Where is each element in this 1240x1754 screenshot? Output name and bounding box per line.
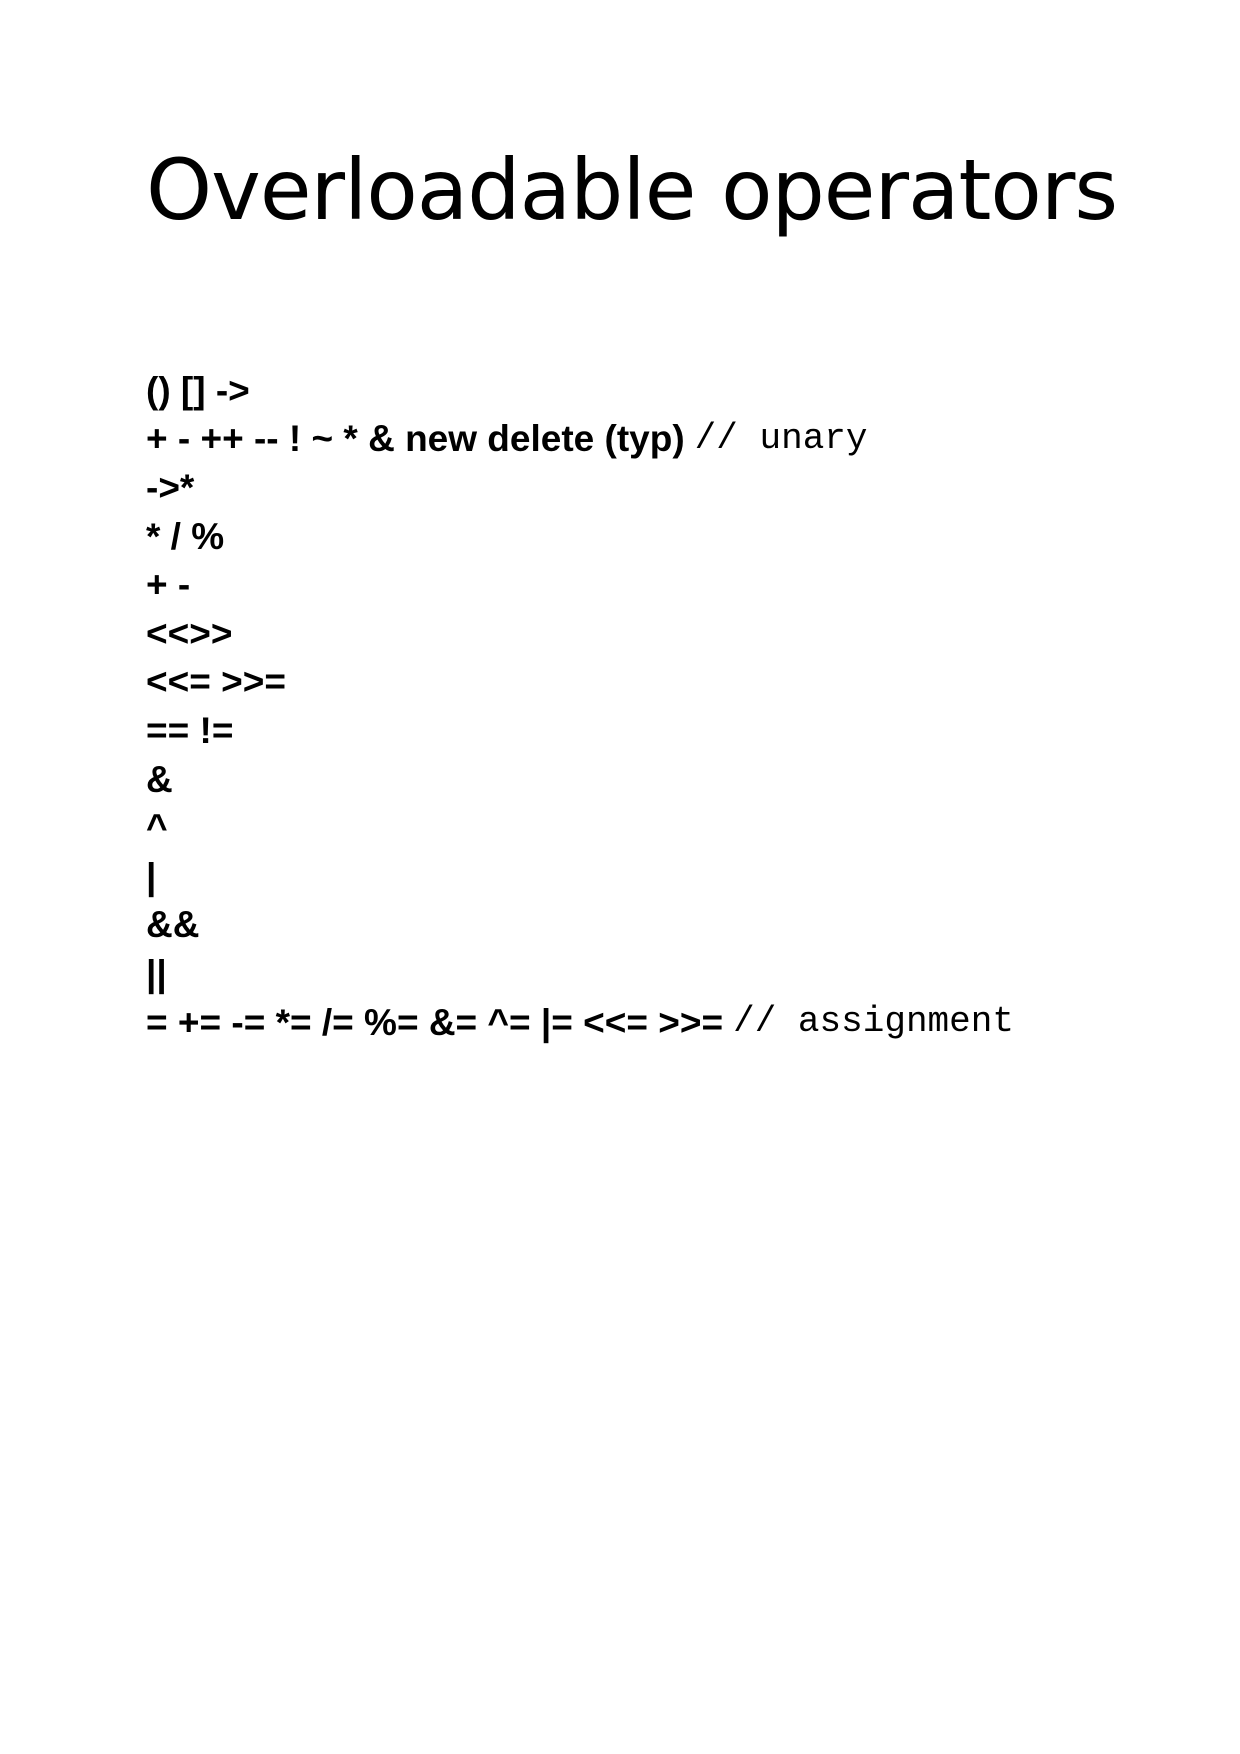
operators-text: ->* bbox=[146, 466, 195, 508]
operators-text: && bbox=[146, 904, 200, 946]
operator-line-logical-or bbox=[146, 949, 1014, 998]
operator-line-relational bbox=[146, 658, 1014, 707]
operators-text: () [] -> bbox=[146, 369, 250, 411]
operators-text: <<= >>= bbox=[146, 661, 286, 703]
operators-text: | bbox=[146, 855, 157, 897]
operators-text: + - ++ -- ! ~ * & new delete (typ) bbox=[146, 418, 685, 460]
operator-line-shift bbox=[146, 609, 1014, 658]
operator-line-logical-and bbox=[146, 901, 1014, 950]
operator-line-equality bbox=[146, 706, 1014, 755]
operator-list bbox=[146, 366, 1014, 1046]
operators-text: || bbox=[146, 952, 167, 994]
operator-line-call-subscript-member bbox=[146, 366, 1014, 415]
operator-line-pointer-to-member bbox=[146, 463, 1014, 512]
operators-text: == != bbox=[146, 709, 234, 751]
operator-line-assignment bbox=[146, 998, 1014, 1047]
page-title: Overloadable operators bbox=[146, 141, 1118, 239]
operator-comment: // unary bbox=[694, 417, 868, 459]
operators-text: & bbox=[146, 758, 173, 800]
operator-line-bitwise-or bbox=[146, 852, 1014, 901]
operators-text: * / % bbox=[146, 515, 225, 557]
operator-line-bitwise-and bbox=[146, 755, 1014, 804]
operator-line-additive bbox=[146, 560, 1014, 609]
operators-text: ^ bbox=[146, 807, 168, 849]
operators-text: <<>> bbox=[146, 612, 233, 654]
operator-line-bitwise-xor bbox=[146, 803, 1014, 852]
operator-line-unary bbox=[146, 415, 1014, 464]
operator-line-multiplicative bbox=[146, 512, 1014, 561]
operator-comment: // assignment bbox=[733, 1001, 1014, 1043]
operators-text: + - bbox=[146, 564, 191, 606]
operators-text: = += -= *= /= %= &= ^= |= <<= >>= bbox=[146, 1001, 724, 1043]
